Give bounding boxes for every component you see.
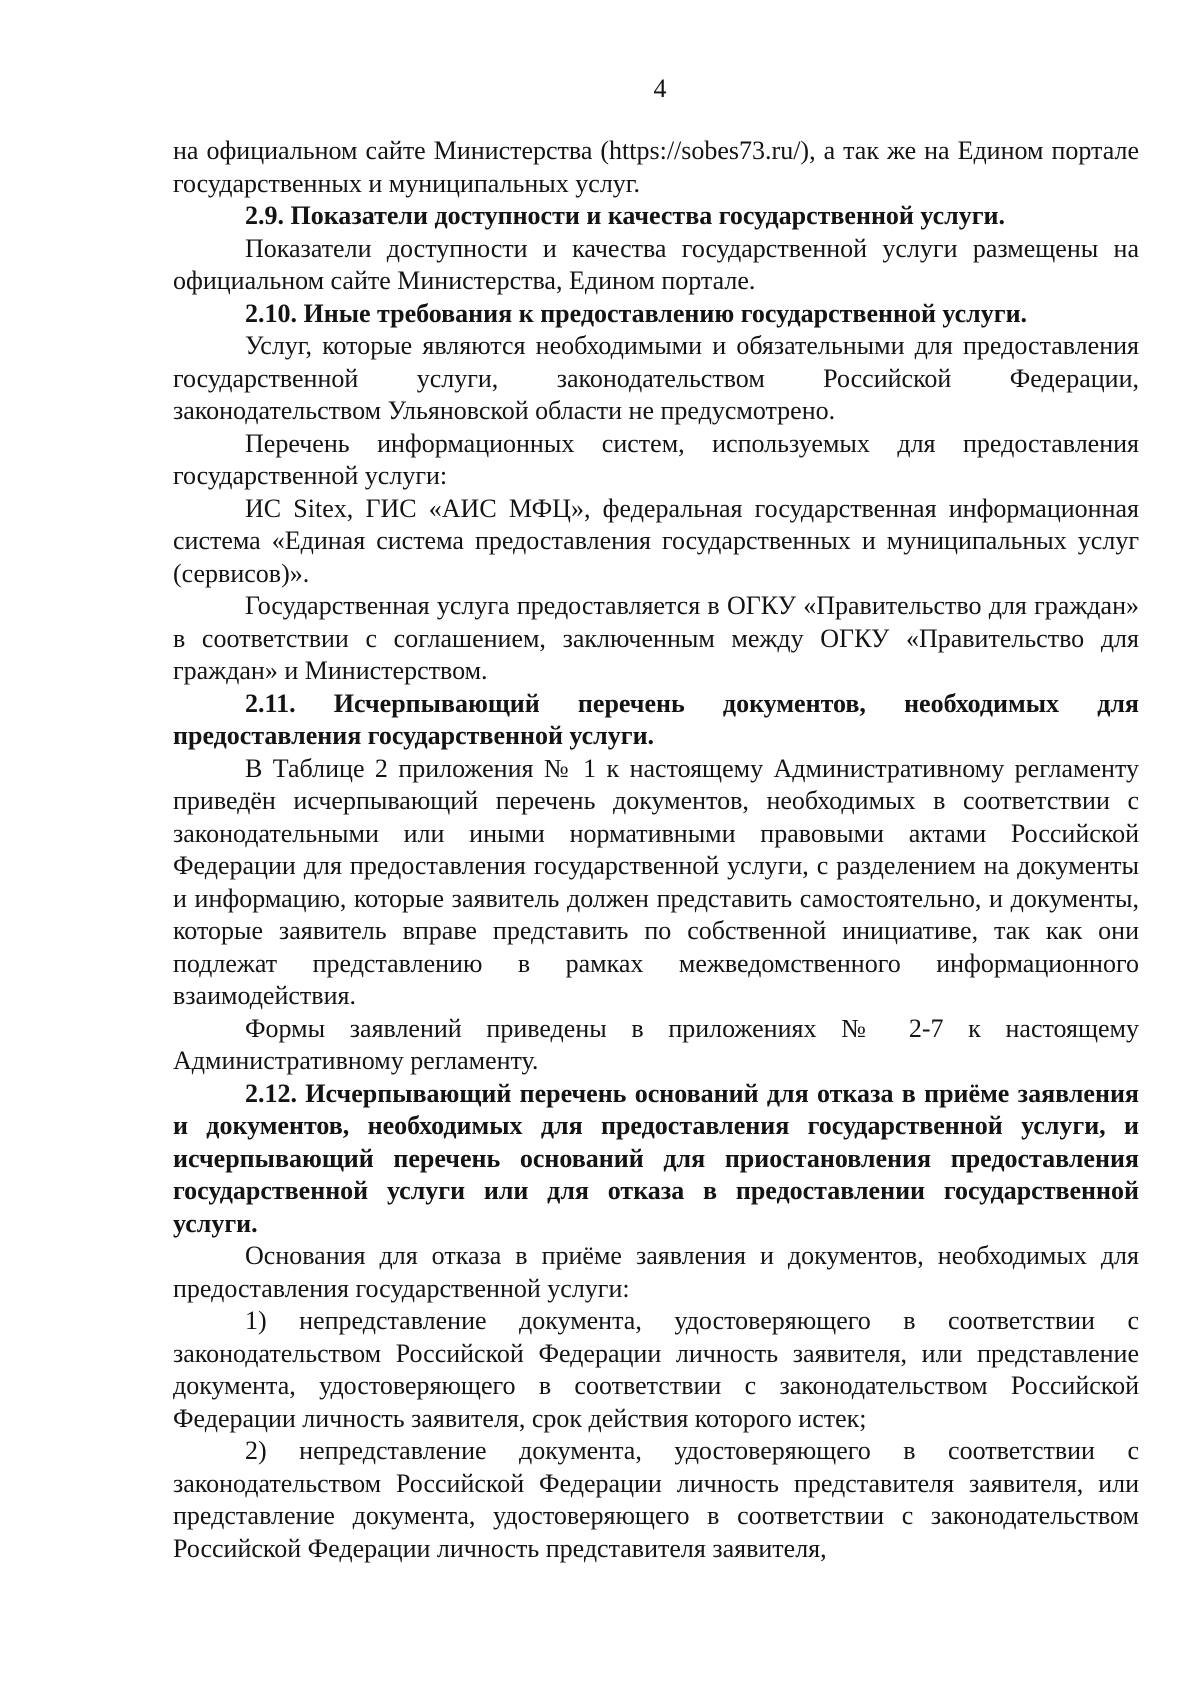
paragraph: Перечень информационных систем, используемых для предоставления государственной услуги:: [173, 428, 1139, 490]
section-heading: 2.9. Показатели доступности и качества государственной услуги.: [245, 201, 1006, 230]
section-heading: 2.11. Исчерпывающий перечень документов, необходимых для предоставления государственной услуги.: [173, 688, 1139, 750]
section-heading: 2.12. Исчерпывающий перечень оснований для отказа в приёме заявления и документов, необходимых для предоставления государственной услуги, и исчерпывающий перечень оснований для приостановления предоставления государственной услуги или для отказа в предоставлении государственной услуги.: [173, 1078, 1139, 1238]
paragraph: 1) непредставление документа, удостоверяющего в соответствии с законодательством Российской Федерации личность заявителя, или представление документа, удостоверяющего в соответствии с законодательством Российской Федерации личность заявителя, срок действия которого истек;: [173, 1306, 1139, 1433]
section-heading: 2.10. Иные требования к предоставлению государственной услуги.: [245, 298, 1028, 328]
paragraph: Основания для отказа в приёме заявления и документов, необходимых для предоставления государственной услуги:: [173, 1241, 1139, 1303]
paragraph: Формы заявлений приведены в приложениях № 2-7 к настоящему Административному регламенту.: [173, 1013, 1139, 1075]
page-number: 4: [653, 74, 667, 103]
paragraph: на официальном сайте Министерства (https://sobes73.ru/), а так же на Едином портале государственных и муниципальных услуг.: [173, 136, 1139, 198]
paragraph: В Таблице 2 приложения № 1 к настоящему Административному регламенту приведён исчерпывающий перечень документов, необходимых в соответствии с законодательными или иными нормативными правовыми актами Российской Федерации для предоставления государственной услуги, с разделением на документы и информацию, которые заявитель должен представить самостоятельно, и документы, которые заявитель вправе представить по собственной инициативе, так как они подлежат представлению в рамках межведомственного информационного взаимодействия.: [173, 753, 1139, 1010]
document-body: [173, 135, 1139, 1565]
paragraph: Государственная услуга предоставляется в ОГКУ «Правительство для граждан» в соответствии с соглашением, заключенным между ОГКУ «Правительство для граждан» и Министерством.: [173, 591, 1139, 685]
paragraph: Услуг, которые являются необходимыми и обязательными для предоставления государственной услуги, законодательством Российской Федерации, законодательством Ульяновской области не предусмотрено.: [173, 331, 1139, 425]
paragraph: ИС Sitex, ГИС «АИС МФЦ», федеральная государственная информационная система «Единая система предоставления государственных и муниципальных услуг (сервисов)».: [173, 493, 1139, 588]
paragraph: Показатели доступности и качества государственной услуги размещены на официальном сайте Министерства, Едином портале.: [173, 233, 1139, 295]
paragraph: 2) непредставление документа, удостоверяющего в соответствии с законодательством Российской Федерации личность представителя заявителя, или представление документа, удостоверяющего в соответствии с законодательством Российской Федерации личность представителя заявителя,: [173, 1436, 1139, 1563]
